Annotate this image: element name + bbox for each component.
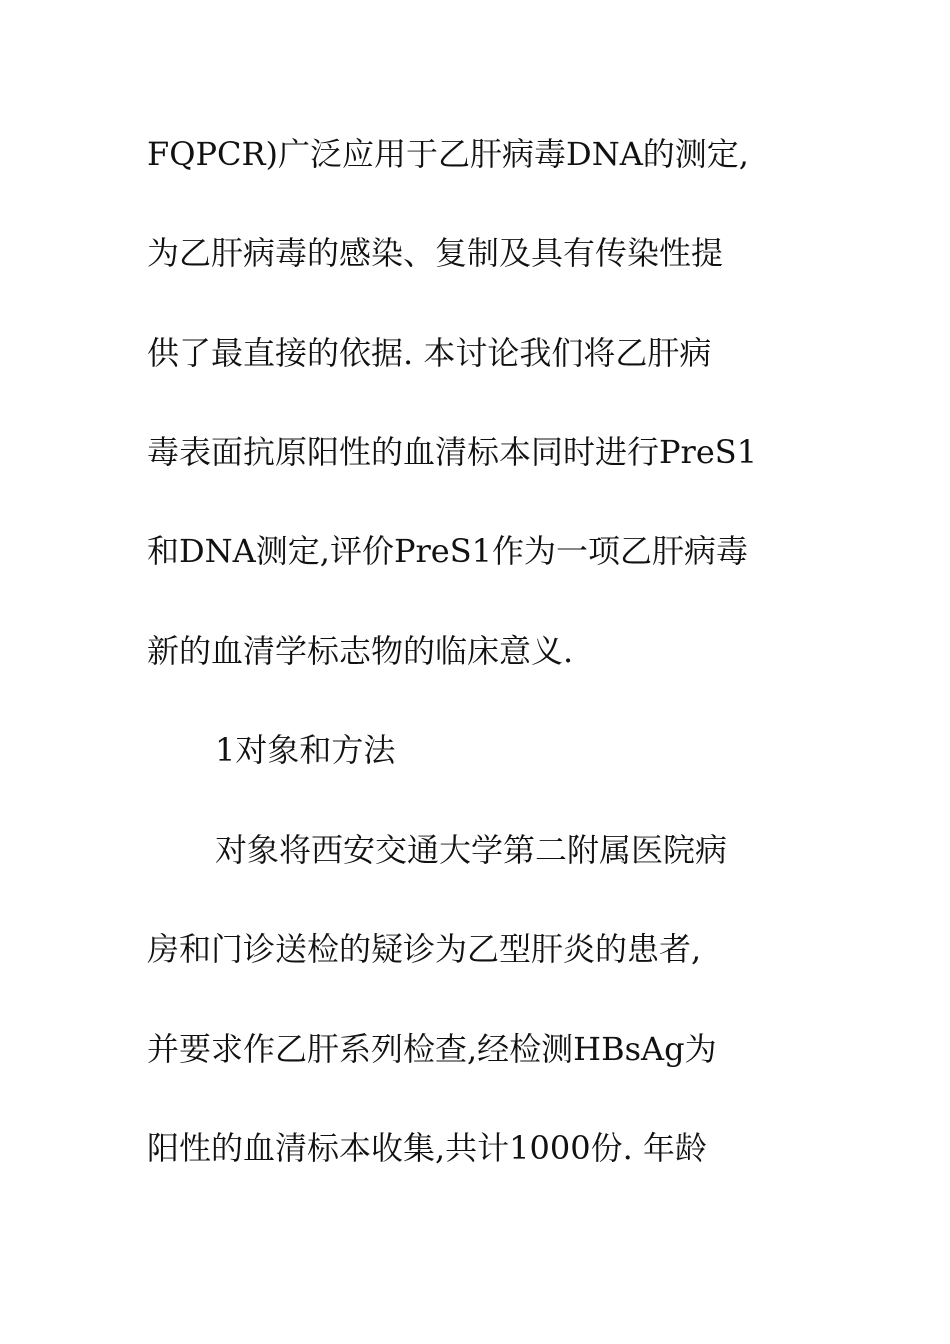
paragraph-line: 为乙肝病毒的感染、复制及具有传染性提 [147,234,724,272]
paragraph-line: 供了最直接的依据. 本讨论我们将乙肝病 [147,334,712,372]
paragraph-line: FQPCR)广泛应用于乙肝病毒DNA的测定, [147,135,749,173]
paragraph-line: 和DNA测定,评价PreS1作为一项乙肝病毒 [147,532,748,570]
paragraph-line: 并要求作乙肝系列检查,经检测HBsAg为 [147,1030,717,1068]
paragraph-line: 毒表面抗原阳性的血清标本同时进行PreS1 [147,433,758,471]
paragraph-line: 房和门诊送检的疑诊为乙型肝炎的患者, [147,930,702,968]
paragraph-line: 新的血清学标志物的临床意义. [147,632,574,670]
paragraph-line: 阳性的血清标本收集,共计1000份. 年龄 [147,1129,707,1167]
paragraph-line: 对象将西安交通大学第二附属医院病 [215,831,728,869]
section-heading: 1对象和方法 [215,731,396,769]
